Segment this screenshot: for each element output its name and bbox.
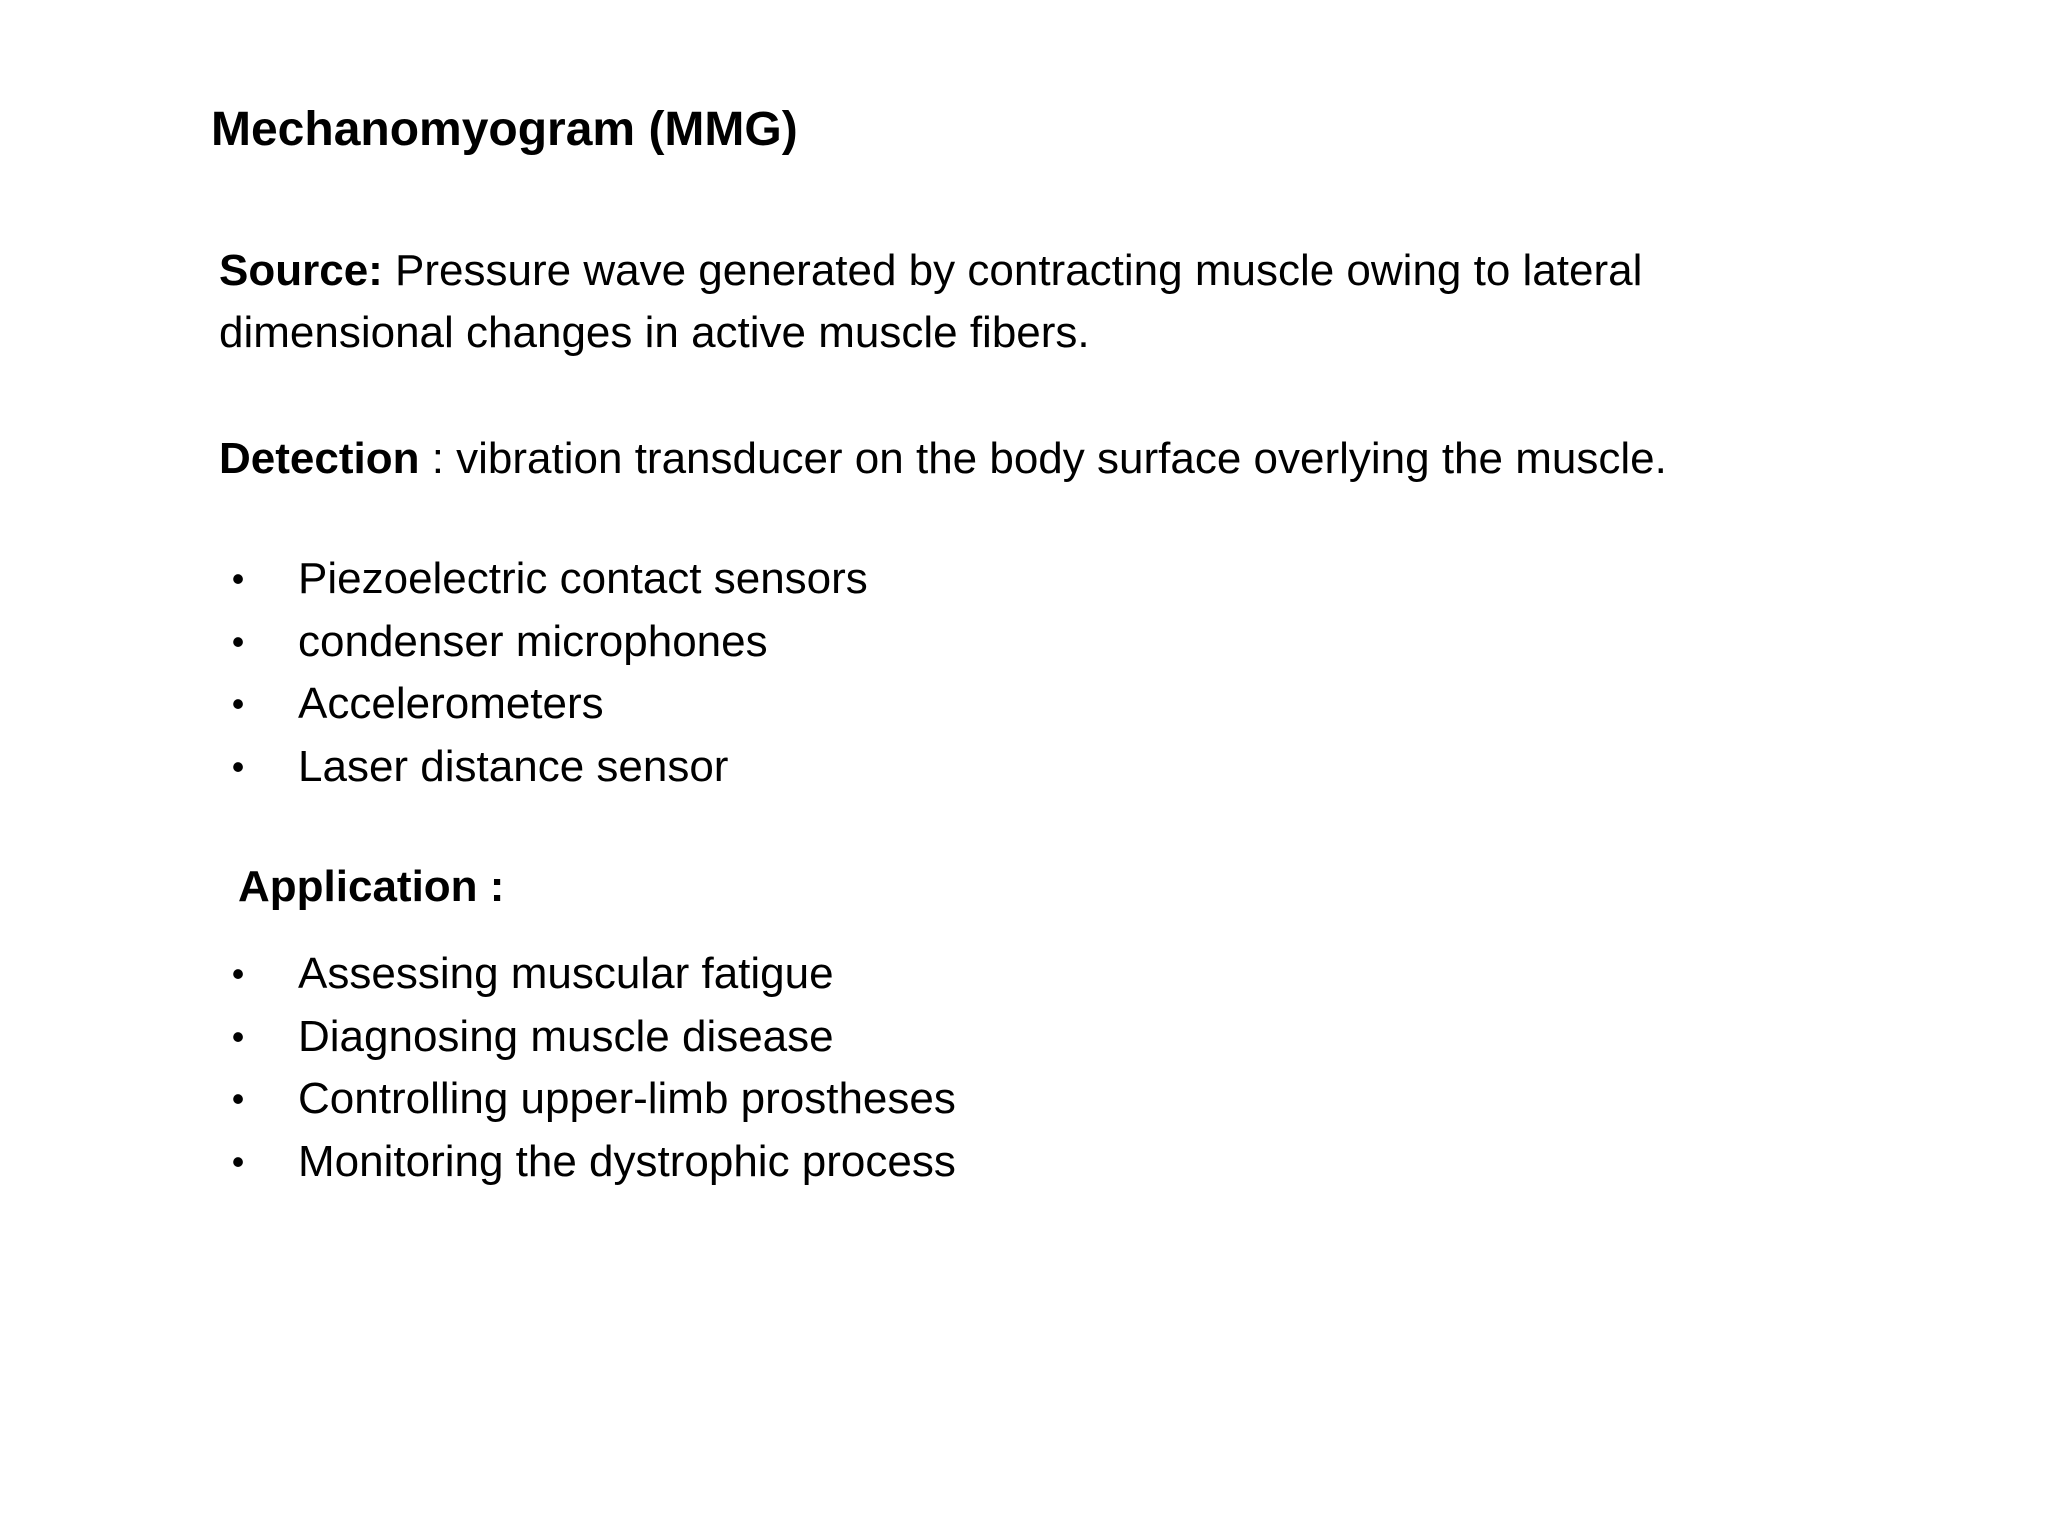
application-item-text: Diagnosing muscle disease xyxy=(298,1011,834,1061)
bullet-icon: • xyxy=(231,683,245,724)
list-item xyxy=(228,736,868,799)
detection-text: : vibration transducer on the body surface overlying the muscle. xyxy=(419,434,1667,483)
list-item xyxy=(228,611,868,674)
list-item xyxy=(228,1131,956,1194)
application-item-text: Controlling upper-limb prostheses xyxy=(298,1074,956,1123)
source-paragraph xyxy=(219,240,1859,364)
application-item-text: Assessing muscular fatigue xyxy=(298,949,834,998)
sensor-item-text: Laser distance sensor xyxy=(298,741,729,791)
slide-title: Mechanomyogram (MMG) xyxy=(211,103,798,156)
list-item xyxy=(228,673,868,736)
list-item xyxy=(228,1006,956,1069)
source-text: Pressure wave generated by contracting muscle owing to lateral dimensional changes in active muscle fibers. xyxy=(219,246,1643,357)
sensor-item-text: Piezoelectric contact sensors xyxy=(298,554,868,603)
bullet-icon: • xyxy=(231,1015,245,1057)
source-label: Source: xyxy=(219,246,383,295)
bullet-icon: • xyxy=(231,1140,245,1182)
sensor-item-text: condenser microphones xyxy=(298,616,768,666)
list-item xyxy=(228,548,868,611)
application-list xyxy=(228,943,956,1193)
bullet-icon: • xyxy=(231,558,245,599)
list-item xyxy=(228,943,956,1006)
bullet-icon: • xyxy=(231,953,245,994)
bullet-icon: • xyxy=(231,620,245,662)
detection-paragraph xyxy=(219,428,1859,490)
bullet-icon: • xyxy=(231,745,245,787)
sensor-list xyxy=(228,548,868,798)
sensor-item-text: Accelerometers xyxy=(298,679,604,728)
list-item xyxy=(228,1068,956,1131)
detection-label: Detection xyxy=(219,434,420,483)
application-item-text: Monitoring the dystrophic process xyxy=(298,1136,956,1186)
bullet-icon: • xyxy=(231,1078,245,1119)
application-heading: Application : xyxy=(238,862,505,911)
